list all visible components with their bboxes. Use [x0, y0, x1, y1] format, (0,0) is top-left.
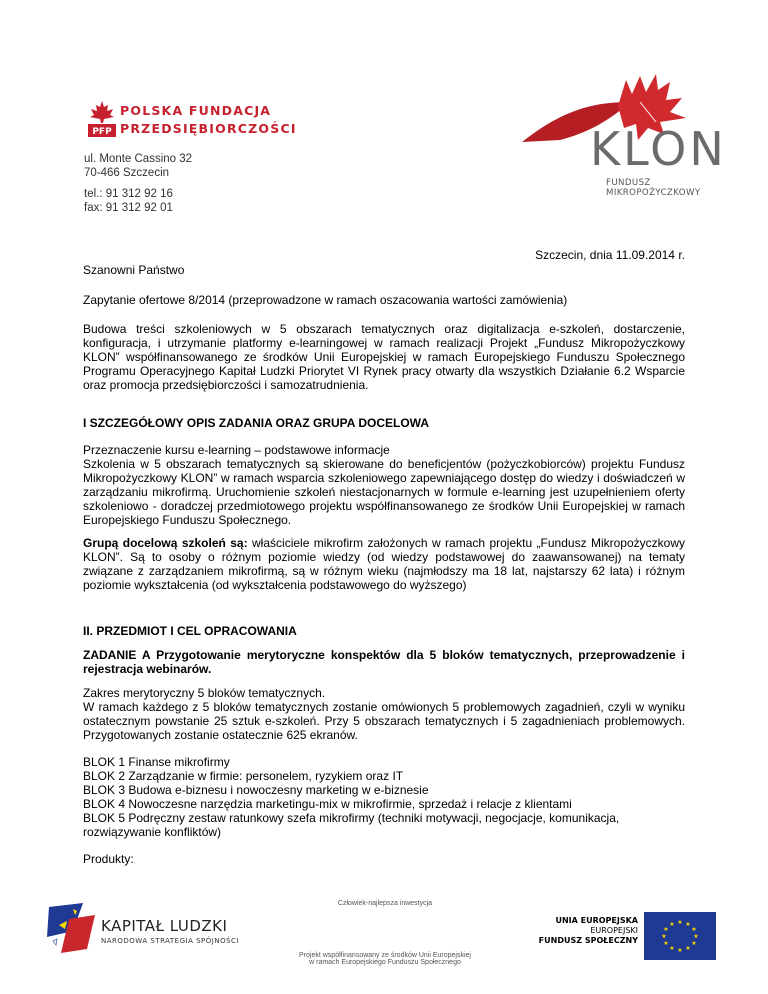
- svg-text:★: ★: [663, 940, 669, 947]
- list-item: BLOK 3 Budowa e-biznesu i nowoczesny marketing w e-biznesie: [83, 783, 429, 797]
- kapital-ludzki-logo: [43, 895, 253, 961]
- blocks-list: [83, 755, 685, 839]
- eu-text: [528, 916, 638, 946]
- list-item: BLOK 1 Finanse mikrofirmy: [83, 755, 230, 769]
- svg-text:★: ★: [669, 921, 675, 928]
- klon-title: KLON: [590, 122, 727, 176]
- pfp-logo: [88, 99, 318, 139]
- address-block: [84, 152, 192, 215]
- task-heading: ZADANIE A Przygotowanie merytoryczne konspektów dla 5 bloków tematycznych, przeprowadzenie i rejestracja webinarów.: [83, 648, 685, 676]
- org-name-line2: PRZEDSIĘBIORCZOŚCI: [120, 121, 297, 136]
- svg-text:★: ★: [677, 947, 683, 954]
- letter-date: Szczecin, dnia 11.09.2014 r.: [535, 248, 685, 262]
- svg-text:★: ★: [685, 945, 691, 952]
- phone: tel.: 91 312 92 16: [84, 188, 173, 200]
- ue-line2: EUROPEJSKI: [590, 926, 638, 935]
- cofinance-line1: Projekt współfinansowany ze środków Unii Europejskiej: [299, 952, 471, 959]
- list-item: BLOK 2 Zarządzanie w firmie: personelem, ryzykiem oraz IT: [83, 769, 404, 783]
- pfp-abbr: PFP: [92, 127, 112, 137]
- kapital-ludzki-emblem-icon: [43, 897, 99, 957]
- motto: Człowiek-najlepsza inwestycja: [337, 900, 433, 907]
- footer-middle: [250, 900, 520, 966]
- maple-leaf-icon: [88, 99, 116, 139]
- list-item: BLOK 5 Podręczny zestaw ratunkowy szefa mikrofirmy (techniki motywacji, negocjacje, komunikacja, rozwiązywanie konfliktów): [83, 811, 620, 839]
- scope-body: W ramach każdego z 5 bloków tematycznych zostanie omówionych 5 problemowych zagadnień, czyli w wyniku ostatecznym powstanie 25 sztuk e-szkoleń. Przy 5 obszarach tematycznych i 5 zagadnieniach problemowych. Przygotowanych zostanie ostatecznie 625 ekranów.: [83, 700, 685, 742]
- svg-text:★: ★: [693, 933, 699, 940]
- svg-text:★: ★: [663, 926, 669, 933]
- cofinance-line2: w ramach Europejskiego Funduszu Społecznego: [309, 959, 461, 966]
- section1-subtitle: Przeznaczenie kursu e-learning – podstawowe informacje: [83, 443, 390, 457]
- fax: fax: 91 312 92 01: [84, 202, 173, 214]
- address-street: ul. Monte Cassino 32: [84, 153, 193, 165]
- kl-title: KAPITAŁ LUDZKI: [101, 917, 228, 935]
- products-label: Produkty:: [83, 852, 134, 866]
- section1-body: Szkolenia w 5 obszarach tematycznych są skierowane do beneficjentów (pożyczkobiorców) projektu Fundusz Mikropożyczkowy KLON” w ramach wsparcia szkoleniowego zapewniającego dostęp do wiedzy i doświadczeń w zarządzaniu mikrofirmą. Uruchomienie szkoleń niestacjonarnych w formule e-learning jest uzupełnieniem oferty szkoleniowo - doradczej przedmiotowego projektu współfinansowanego ze środków Unii Europejskiej w ramach Europejskiego Funduszu Społecznego.: [83, 457, 685, 527]
- target-group-paragraph: [83, 536, 685, 592]
- intro-paragraph: Budowa treści szkoleniowych w 5 obszarach tematycznych oraz digitalizacja e-szkoleń, dostarczenie, konfiguracja, i utrzymanie platformy e-learningowej w ramach realizacji Projekt „Fundusz Mikropożyczkowy KLON” współfinansowanego ze środków Unii Europejskiej w ramach Europejskiego Funduszu Społecznego Programu Operacyjnego Kapitał Ludzki Priorytet VI Rynek pracy otwarty dla wszystkich Działanie 6.2 Wsparcie oraz promocja przedsiębiorczości i samozatrudnienia.: [83, 322, 685, 392]
- svg-text:★: ★: [661, 933, 667, 940]
- ue-line3: FUNDUSZ SPOŁECZNY: [538, 936, 638, 945]
- section2-heading: II. PRZEDMIOT I CEL OPRACOWANIA: [83, 624, 297, 638]
- svg-text:★: ★: [685, 921, 691, 928]
- klon-logo: [520, 72, 730, 198]
- ue-line1: UNIA EUROPEJSKA: [555, 916, 638, 925]
- eu-logo: [528, 910, 728, 960]
- eu-flag-icon: [644, 912, 716, 960]
- scope-title: Zakres merytoryczny 5 bloków tematycznych.: [83, 686, 326, 700]
- klon-subtitle: FUNDUSZ MIKROPOŻYCZKOWY: [606, 178, 701, 198]
- kl-subtitle: NARODOWA STRATEGIA SPÓJNOŚCI: [101, 937, 239, 945]
- target-group-label: Grupą docelową szkoleń są:: [83, 536, 248, 550]
- svg-text:★: ★: [691, 926, 697, 933]
- org-name-line1: POLSKA FUNDACJA: [120, 103, 272, 118]
- svg-text:★: ★: [669, 945, 675, 952]
- section1-heading: I SZCZEGÓŁOWY OPIS ZADANIA ORAZ GRUPA DOCELOWA: [83, 416, 430, 430]
- inquiry-title: Zapytanie ofertowe 8/2014 (przeprowadzone w ramach oszacowania wartości zamówienia): [83, 293, 568, 307]
- svg-text:★: ★: [677, 919, 683, 926]
- target-group-body: właściciele mikrofirm założonych w ramach projektu „Fundusz Mikropożyczkowy KLON”. Są to osoby o różnym poziomie wiedzy (od wiedzy podstawowej do zaawansowanej) na tematy związane z zarządzaniem mikrofirmą, są w różnym wieku (najmłodszy ma 18 lat, najstarszy 62 lata) i różnym poziomie wykształcenia (od wykształcenia podstawowego do wyższego): [83, 536, 685, 592]
- salutation: Szanowni Państwo: [83, 263, 185, 277]
- list-item: BLOK 4 Nowoczesne narzędzia marketingu-mix w mikrofirmie, sprzedaż i relacje z klientami: [83, 797, 572, 811]
- svg-text:★: ★: [691, 940, 697, 947]
- address-city: 70-466 Szczecin: [84, 167, 170, 179]
